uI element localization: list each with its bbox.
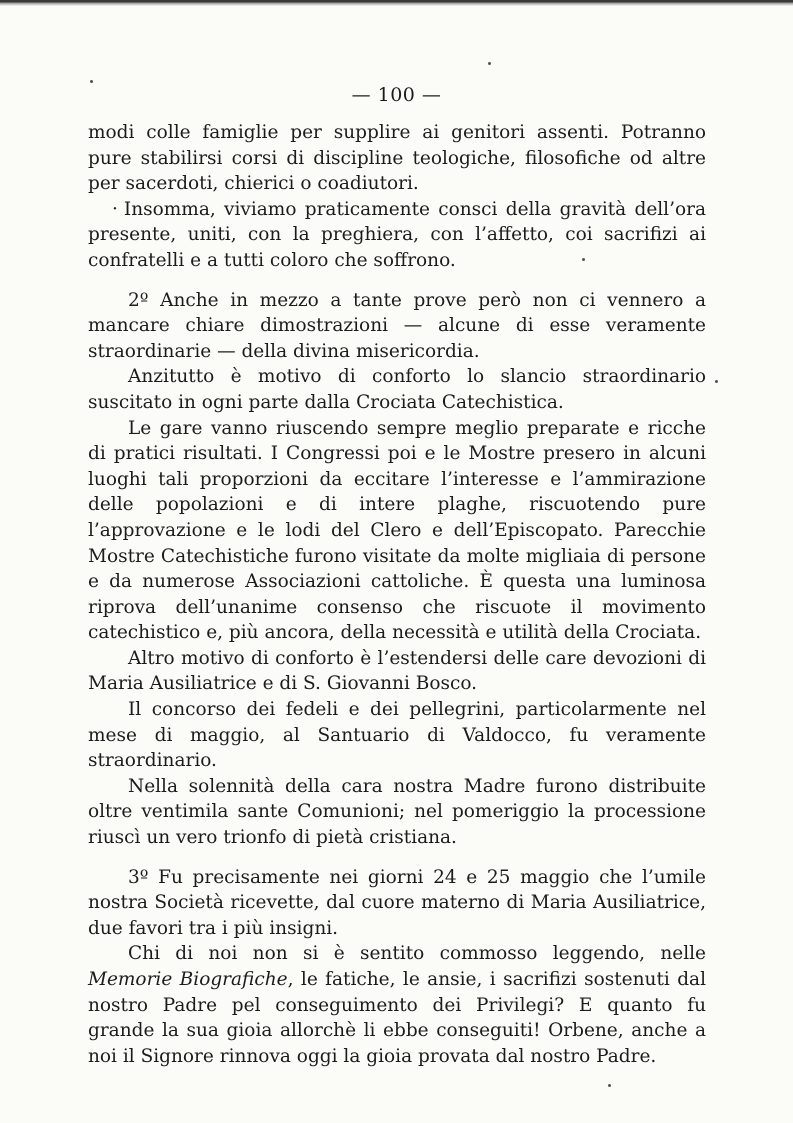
page-number: — 100 —: [351, 84, 442, 106]
scan-speck: [715, 380, 718, 383]
paragraph-5: Le gare vanno riuscendo sempre meglio preparate e ricche di pratici risultati. I Congressi poi e le Mostre presero in alcuni luoghi tali proporzioni da eccitare l’interesse e l’ammirazione delle popolazioni e di intere plaghe, riscuotendo pure l’approvazione e le lodi del Clero e dell’Episcopato. Parecchie Mostre Catechistiche furono visitate da molte migliaia di persone e da numerose Associazioni cattoliche. È questa una luminosa riprova dell’unanime consenso che riscuote il movimento catechistico e, più ancora, della necessità e utilità della Crociata.: [88, 417, 706, 644]
paragraph-4: Anzitutto è motivo di conforto lo slancio straordinario suscitato in ogni parte dalla Crociata Catechistica.: [88, 366, 706, 413]
bullet-dot: ·: [112, 198, 118, 220]
paragraph-1: modi colle famiglie per supplire ai genitori assenti. Potranno pure stabilirsi corsi di discipline teologiche, filosofiche od altre per sacerdoti, chierici o coadiutori.: [88, 122, 706, 195]
book-title-italic: Memorie Biografiche: [88, 969, 288, 990]
scan-speck: [582, 258, 585, 261]
paragraph-3: 2º Anche in mezzo a tante prove però non ci vennero a mancare chiare dimostrazioni — alcune di esse veramente straordinarie — della divina misericordia.: [88, 289, 706, 362]
scan-speck: [90, 80, 93, 83]
body-text: [88, 120, 706, 1069]
scan-speck: [488, 62, 491, 65]
paragraph-8: Nella solennità della cara nostra Madre furono distribuite oltre ventimila sante Comunioni; nel pomeriggio la processione riuscì un vero trionfo di pietà cristiana.: [88, 775, 706, 849]
paragraph-6: Altro motivo di conforto è l’estendersi delle care devozioni di Maria Ausiliatrice e di S. Giovanni Bosco.: [88, 647, 706, 695]
paragraph-2: [88, 197, 706, 274]
paragraph-2-text: Insomma, viviamo praticamente consci della gravità dell’ora presente, uniti, con la preghiera, con l’affetto, coi sacrifizi ai confratelli e a tutti coloro che soffrono.: [88, 198, 706, 271]
paragraph-10-text-b: , le fatiche, le ansie, i sacrifizi sostenuti dal nostro Padre pel conseguimento dei Privilegi? E quanto fu grande la sua gioia allorchè li ebbe conseguiti! Orbene, anche a noi il Signore rinnova oggi la gioia provata dal nostro Padre.: [88, 969, 707, 1067]
paragraph-10-text-a: Chi di noi non si è sentito commosso leggendo, nelle: [128, 943, 706, 965]
scan-top-border: [0, 0, 793, 6]
paragraph-7: Il concorso dei fedeli e dei pellegrini, particolarmente nel mese di maggio, al Santuario di Valdocco, fu veramente straordinario.: [88, 699, 706, 772]
paragraph-10: [88, 941, 706, 1069]
paragraph-9: 3º Fu precisamente nei giorni 24 e 25 maggio che l’umile nostra Società ricevette, dal cuore materno di Maria Ausiliatrice, due favori tra i più insigni.: [88, 866, 706, 939]
scan-speck: [608, 1084, 611, 1087]
